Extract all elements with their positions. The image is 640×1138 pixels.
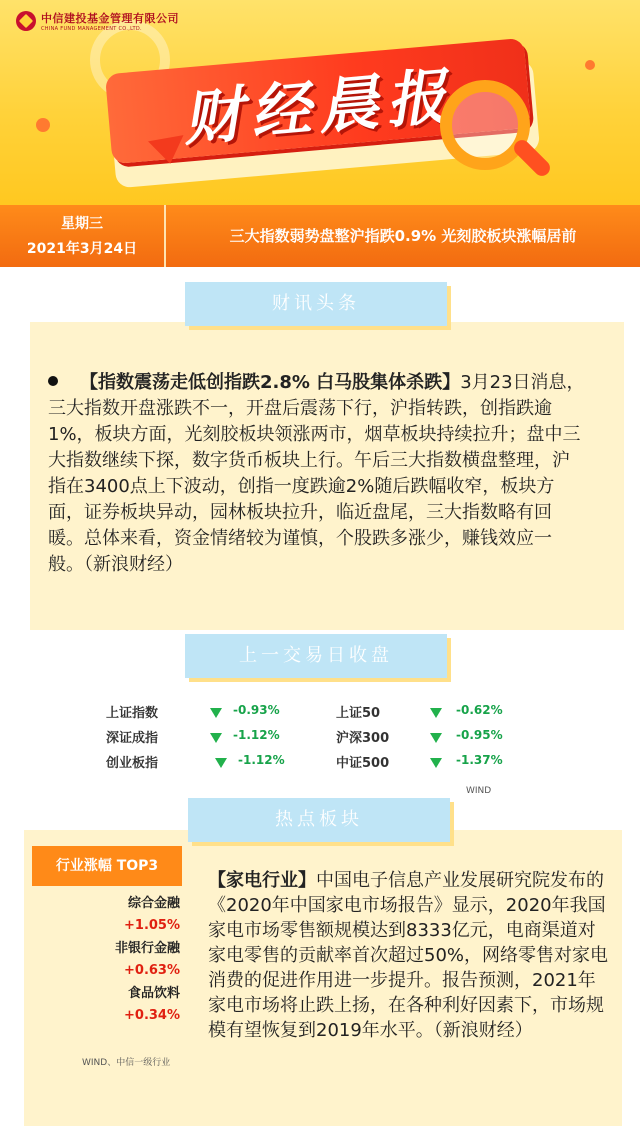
down-arrow-icon xyxy=(215,758,227,768)
market-table xyxy=(80,702,560,777)
date: 2021年3月24日 xyxy=(26,241,138,257)
industry-change: +0.63% xyxy=(124,963,180,978)
down-arrow-icon xyxy=(210,708,222,718)
index-change: -1.37% xyxy=(456,753,503,767)
headline: 三大指数弱势盘整沪指跌0.9% 光刻胶板块涨幅居前 xyxy=(229,227,577,245)
decorative-dot xyxy=(585,60,595,70)
industry-change: +1.05% xyxy=(124,918,180,933)
index-change: -1.12% xyxy=(238,753,285,767)
index-name: 创业板指 xyxy=(106,756,159,771)
market-row xyxy=(80,727,560,752)
industry-name: 综合金融 xyxy=(127,896,180,911)
index-name: 深证成指 xyxy=(106,731,159,746)
section-title-market: 上一交易日收盘 xyxy=(185,634,447,678)
bullet-icon xyxy=(48,376,58,386)
section-title-hot: 热点板块 xyxy=(188,798,450,842)
index-change: -0.93% xyxy=(233,703,280,717)
market-row xyxy=(80,702,560,727)
industry-name: 非银行金融 xyxy=(114,941,180,956)
section-title-news: 财讯头条 xyxy=(185,282,447,326)
news-item-body: 3月23日消息，三大指数开盘涨跌不一，开盘后震荡下行，沪指转跌，创指跌逾1%，板块方面，光刻胶板块领涨两市，烟草板块持续拉升；盘中三大指数继续下探，数字货币板块上行。午后三大指数横盘整理，沪指在3400点上下波动，创指一度跌逾2%随后跌幅收窄，板块方面，证券板块异动，园林板块拉升，临近盘尾，三大指数略有回暖。总体来看，资金情绪较为谨慎，个股跌多涨少，赚钱效应一般。（新浪财经） xyxy=(48,372,585,575)
down-arrow-icon xyxy=(210,733,222,743)
industry-change: +0.34% xyxy=(124,1008,180,1023)
company-name-en: CHINA FUND MANAGEMENT CO.,LTD. xyxy=(41,26,142,32)
index-change: -0.95% xyxy=(456,728,503,742)
company-name-cn: 中信建投基金管理有限公司 xyxy=(41,12,179,25)
decorative-dot xyxy=(36,118,50,132)
top3-list xyxy=(32,893,180,1028)
news-item xyxy=(48,370,586,578)
industry-name: 食品饮料 xyxy=(127,986,180,1001)
hot-item-title: 【家电行业】 xyxy=(208,870,316,891)
company-logo xyxy=(16,10,179,32)
news-item-title: 【指数震荡走低创指跌2.8% 白马股集体杀跌】 xyxy=(80,372,461,393)
top3-header: 行业涨幅 TOP3 xyxy=(32,846,182,886)
index-change: -0.62% xyxy=(456,703,503,717)
market-source: WIND xyxy=(466,786,492,796)
down-arrow-icon xyxy=(430,758,442,768)
date-bar xyxy=(0,205,640,267)
page-title: 财经晨报 xyxy=(179,61,457,155)
logo-icon xyxy=(16,11,36,31)
index-name: 上证50 xyxy=(336,706,381,721)
hot-item xyxy=(208,868,608,1043)
market-row xyxy=(80,752,560,777)
index-name: 中证500 xyxy=(336,756,390,771)
index-name: 沪深300 xyxy=(336,731,390,746)
magnifier-icon xyxy=(440,80,530,170)
hot-item-body: 中国电子信息产业发展研究院发布的《2020年中国家电市场报告》显示，2020年我国家电市场零售额规模达到8333亿元，电商渠道对家电零售的贡献率首次超过50%，网络零售对家电消费的促进作用进一步提升。报告预测，2021年家电市场将止跌上扬，在各种利好因素下，市场规模有望恢复到2019年水平。（新浪财经） xyxy=(208,870,609,1041)
down-arrow-icon xyxy=(430,733,442,743)
header-banner xyxy=(0,0,640,205)
hot-source: WIND、中信一级行业 xyxy=(82,1058,171,1068)
weekday: 星期三 xyxy=(61,216,103,232)
index-change: -1.12% xyxy=(233,728,280,742)
date-box xyxy=(0,205,166,267)
down-arrow-icon xyxy=(430,708,442,718)
index-name: 上证指数 xyxy=(106,706,159,721)
